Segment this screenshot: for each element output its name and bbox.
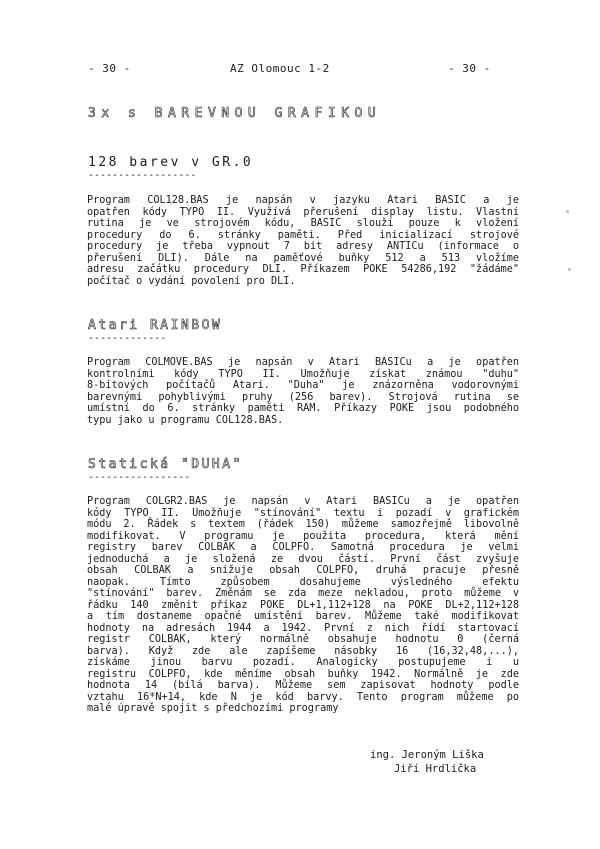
text-line: registr COLBAK, který normálně obsahuje hodnotu 0 (černá — [87, 634, 519, 645]
text-line: malé úpravě spojit s předchozími programy — [87, 703, 339, 714]
text-line: registru COLPFO, kde měníme obsah buňky 1942. Normálně je zde — [87, 668, 519, 680]
text-line: procedury je třeba vypnout 7 bit adresy ANTICu (informace o — [87, 241, 519, 252]
text-line: hodnoty na adresách 1944 a 1942. První z nich řídí startovací — [87, 622, 519, 634]
text-line: Program COL128.BAS je napsán v jazyku Atari BASIC a je — [87, 195, 519, 206]
author-name: ing. Jeroným Liška — [370, 749, 484, 761]
section-title-128-colors: 128 barev v GR.0 — [88, 155, 254, 170]
scan-speck — [568, 268, 571, 271]
text-line: kódy TYPO II. Umožňuje "stínování" textu i pozadí v grafickém — [87, 507, 519, 519]
section-underline: ------------- — [88, 333, 167, 344]
section-underline: ----------------- — [88, 472, 191, 483]
magazine-header: AZ Olomouc 1-2 — [230, 62, 330, 75]
text-line: modifikovat. V programu je použita procedura, která mění — [87, 530, 519, 542]
text-line: získáme jinou barvu pozadí. Analogicky postupujeme i u — [87, 657, 519, 668]
text-line: registry barev COLBAK a COLPFO. Samotná procedura je velmi — [87, 542, 519, 553]
section-body-static-rainbow — [87, 496, 519, 715]
text-line: typu jako u programu COL128.BAS. — [87, 414, 284, 426]
text-line: umístní do 6. stránky paměti RAM. Příkazy POKE jsou podobného — [87, 403, 519, 414]
section-title-atari-rainbow: Atari RAINBOW — [88, 318, 223, 333]
text-line: kontrolními kódy TYPO II. Umožňuje získat známou "duhu" — [87, 368, 519, 380]
article-title: 3x s BAREVNOU GRAFIKOU — [88, 106, 382, 121]
section-body-atari-rainbow — [87, 357, 519, 426]
text-line: opatřen kódy TYPO II. Využívá přerušení display listu. Vlastní — [87, 206, 519, 218]
text-line: barva). Když zde ale zapíšeme násobky 16 (16,32,48,...), — [87, 645, 519, 657]
text-line: adresu začátku procedury DLI. Příkazem POKE 54286,192 "žádáme" — [87, 264, 519, 275]
section-underline: ------------------ — [88, 170, 197, 181]
text-line: naopak. Tímto způsobem dosahujeme výsledného efektu — [87, 576, 519, 588]
text-line: přerušení DLI). Dále na paměťové buňky 512 a 513 vložíme — [87, 252, 519, 264]
signature-block — [370, 748, 484, 776]
text-line: hodnota 14 (bílá barva). Můžeme sem zapisovat hodnoty podle — [87, 680, 519, 691]
text-line: vztahu 16*N+14, kde N je kód barvy. Tento program můžeme po — [87, 691, 519, 703]
text-line: procedury do 6. stránky paměti. Před inicializací strojové — [87, 229, 519, 241]
text-line: 8-bitových počítačů Atari. "Duha" je znázorněna vodorovnými — [87, 380, 519, 391]
text-line: módu 2. Řádek s textem (řádek 150) můžeme samozřejmě libovolně — [87, 519, 519, 530]
section-body-128-colors — [87, 195, 519, 287]
text-line: barevnými pohyblivými pruhy (256 barev). Strojová rutina se — [87, 391, 519, 403]
text-line: obsah COLBAK a snižuje obsah COLPFO, druhá pracuje přesně — [87, 565, 519, 576]
text-line: "stínování" barev. Změnám se zda meze nekladou, proto můžeme v — [87, 588, 519, 599]
text-line: a tím dostaneme opačné umístění barev. Můžeme také modifikovat — [87, 611, 519, 622]
text-line: Program COLMOVE.BAS je napsán v Atari BASICu a je opatřen — [87, 357, 519, 368]
page-number-left: - 30 - — [88, 62, 131, 75]
text-line: jednoduchá a je složená ze dvou částí. První část zvyšuje — [87, 553, 519, 565]
text-line: Program COLGR2.BAS je napsán v Atari BASICu a je opatřen — [87, 496, 519, 507]
text-line: řádku 140 změnit příkaz POKE DL+1,112+128 na POKE DL+2,112+128 — [87, 599, 519, 611]
author-name: Jiří Hrdlička — [394, 763, 477, 775]
page-number-right: - 30 - — [448, 62, 491, 75]
text-line: rutina je ve strojovém kódu, BASIC slouží pouze k vložení — [87, 218, 519, 229]
scan-speck — [566, 210, 569, 213]
text-line: počítač o vydání povolení pro DLI. — [87, 275, 296, 287]
section-title-static-rainbow: Statická "DUHA" — [88, 457, 243, 472]
